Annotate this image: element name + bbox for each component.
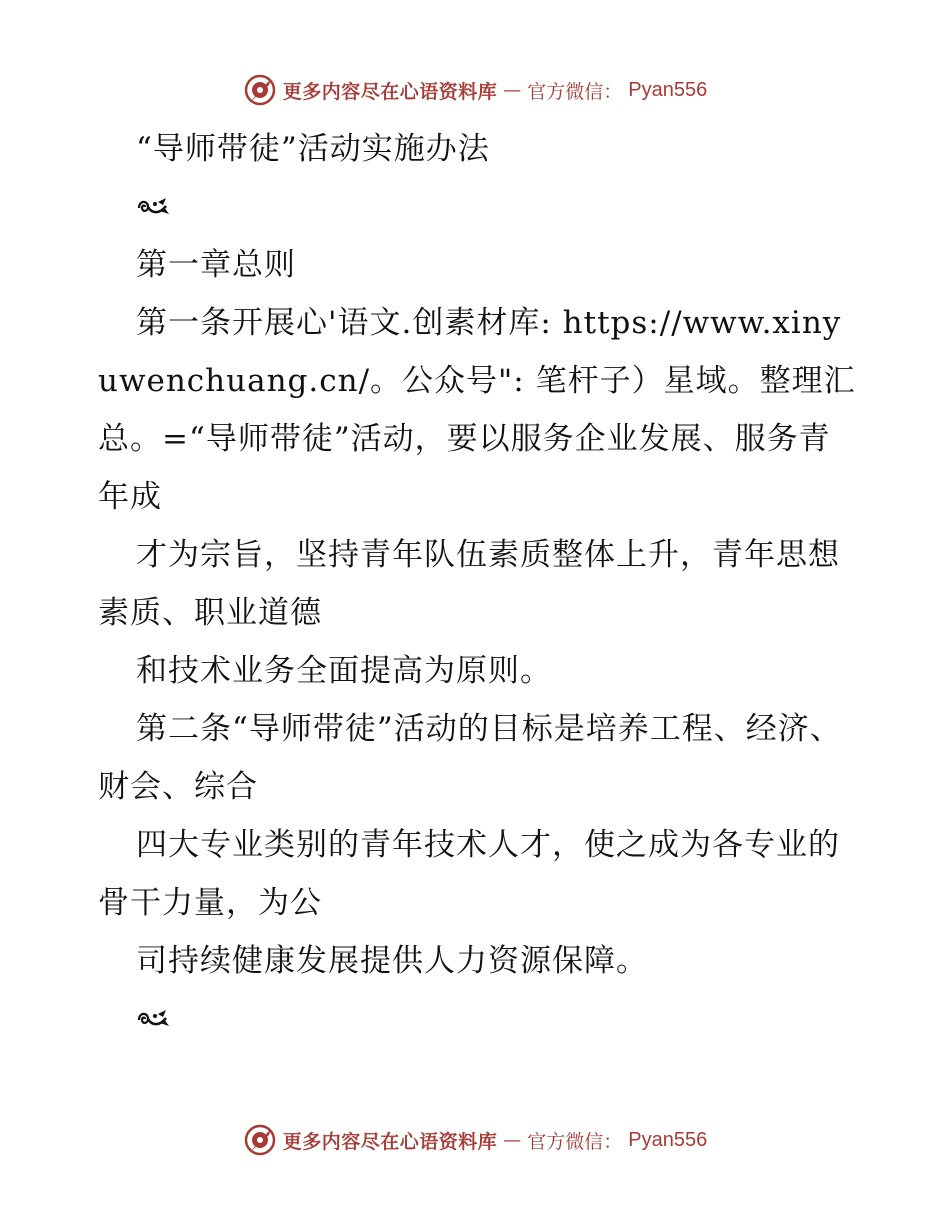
header-banner bbox=[0, 70, 950, 110]
paragraph-1: 第一条开展心'语文.创素材库: https://www.xinyuwenchuang.cn/。公众号": 笔杆子）星域。整理汇总。=“导师带徒”活动，要以服务企业发展、服务青年成 bbox=[98, 305, 856, 515]
paragraph-5: 四大专业类别的青年技术人才，使之成为各专业的骨干力量，为公 bbox=[98, 827, 840, 921]
ornament-row bbox=[98, 178, 858, 236]
banner-wechat-id: Pyan556 bbox=[628, 1128, 708, 1151]
fleuron-ornament-icon bbox=[136, 194, 172, 220]
paragraph-4: 第二条“导师带徒”活动的目标是培养工程、经济、财会、综合 bbox=[98, 711, 842, 805]
paragraph-3: 和技术业务全面提高为原则。 bbox=[136, 653, 552, 689]
fleuron-ornament-icon bbox=[136, 1006, 172, 1032]
banner-wechat-id: Pyan556 bbox=[628, 78, 708, 101]
footer-banner bbox=[0, 1120, 950, 1160]
chapter-heading: 第一章总则 bbox=[136, 247, 296, 283]
banner-text: 更多内容尽在心语资料库 bbox=[282, 1130, 498, 1153]
paragraph-2: 才为宗旨，坚持青年队伍素质整体上升，青年思想素质、职业道德 bbox=[98, 537, 840, 631]
document-title: “导师带徒”活动实施办法 bbox=[136, 131, 490, 167]
banner-wechat-label: 官方微信： bbox=[527, 1130, 623, 1153]
banner-wechat-label: 官方微信： bbox=[527, 80, 623, 103]
banner-dash: — bbox=[503, 79, 522, 101]
paragraph-6: 司持续健康发展提供人力资源保障。 bbox=[136, 943, 648, 979]
pen-logo-icon bbox=[243, 73, 277, 107]
ornament-row-bottom bbox=[98, 990, 858, 1048]
document-body bbox=[98, 120, 858, 1048]
pen-logo-icon bbox=[243, 1123, 277, 1157]
banner-dash: — bbox=[503, 1129, 522, 1151]
banner-text: 更多内容尽在心语资料库 bbox=[282, 80, 498, 103]
